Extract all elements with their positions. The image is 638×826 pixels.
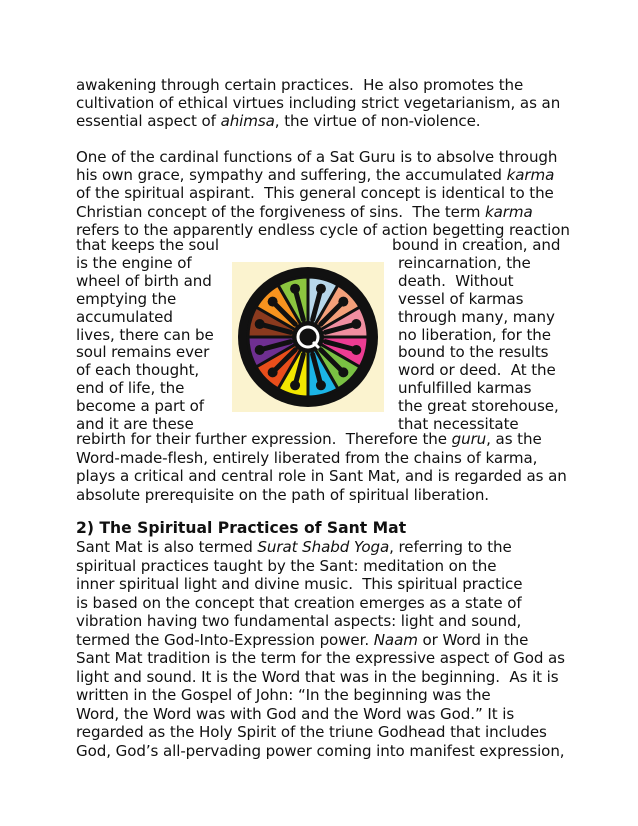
text-line-right: vessel of karmas bbox=[398, 289, 524, 308]
text-line-left: soul remains ever bbox=[76, 343, 210, 362]
text-line-right: that necessitate bbox=[398, 415, 519, 433]
spoke-tip bbox=[255, 345, 265, 355]
text-line: written in the Gospel of John: “In the beginning was the bbox=[76, 686, 491, 704]
wheel-figure bbox=[232, 262, 384, 412]
text-line-left: accumulated bbox=[76, 307, 173, 326]
text-line: vibration having two fundamental aspects: light and sound, bbox=[76, 612, 522, 630]
text-line: light and sound. It is the Word that was in the beginning. As it is bbox=[76, 667, 559, 686]
text-line: Christian concept of the forgiveness of sins. The term karma bbox=[76, 202, 533, 221]
text-line: is based on the concept that creation emerges as a state of bbox=[76, 593, 522, 612]
text-line-left: end of life, the bbox=[76, 379, 185, 398]
italic-term: karma bbox=[506, 166, 555, 185]
text-line: One of the cardinal functions of a Sat Guru is to absolve through bbox=[76, 148, 558, 166]
spoke-tip bbox=[338, 367, 348, 377]
text-line: awakening through certain practices. He also promotes the bbox=[76, 76, 524, 94]
text-line: Word-made-flesh, entirely liberated from the chains of karma, bbox=[76, 448, 538, 467]
text-line: inner spiritual light and divine music. This spiritual practice bbox=[76, 575, 523, 593]
text-line-right: death. Without bbox=[398, 271, 514, 290]
spoke-tip bbox=[316, 284, 326, 294]
spoke-tip bbox=[316, 380, 326, 390]
text-line-right: the great storehouse, bbox=[398, 397, 559, 416]
text-line: absolute prerequisite on the path of spiritual liberation. bbox=[76, 485, 490, 504]
text-line: cultivation of ethical virtues including strict vegetarianism, as an bbox=[76, 94, 561, 113]
text-line-right: bound in creation, and bbox=[392, 236, 561, 254]
text-line-left: of each thought, bbox=[76, 361, 200, 380]
text-line-right: reincarnation, the bbox=[398, 253, 531, 272]
text-line: spiritual practices taught by the Sant: meditation on the bbox=[76, 556, 497, 575]
text-line-left: is the engine of bbox=[76, 253, 192, 272]
text-line: Word, the Word was with God and the Word was God.” It is bbox=[76, 704, 515, 723]
text-line: Sant Mat is also termed Surat Shabd Yoga, referring to the bbox=[76, 538, 512, 556]
text-line: God, God’s all-pervading power coming into manifest expression, bbox=[76, 741, 565, 760]
text-line: termed the God-Into-Expression power. Naam or Word in the bbox=[76, 630, 529, 649]
text-line-left: wheel of birth and bbox=[76, 271, 212, 290]
text-line-right: through many, many bbox=[398, 307, 555, 326]
text-line: his own grace, sympathy and suffering, the accumulated karma bbox=[76, 166, 555, 185]
spoke-tip bbox=[255, 319, 265, 329]
text-line-left: emptying the bbox=[76, 289, 177, 308]
spoke-tip bbox=[351, 345, 361, 355]
spoke-tip bbox=[351, 319, 361, 329]
spoke-tip bbox=[268, 367, 278, 377]
text-line-right: bound to the results bbox=[398, 343, 549, 362]
italic-term: karma bbox=[485, 202, 533, 221]
text-line: rebirth for their further expression. Therefore the guru, as the bbox=[76, 430, 542, 448]
spoke-tip bbox=[290, 380, 300, 390]
text-line: refers to the apparently endless cycle of action begetting reaction bbox=[76, 220, 570, 239]
spoke-tip bbox=[338, 297, 348, 307]
text-line-right: no liberation, for the bbox=[398, 325, 551, 344]
dharma-wheel-icon bbox=[232, 262, 384, 412]
text-line-right: unfulfilled karmas bbox=[398, 379, 532, 398]
text-line-left: and it are these bbox=[76, 415, 194, 433]
italic-term: Surat Shabd Yoga bbox=[257, 538, 390, 556]
text-line: Sant Mat tradition is the term for the expressive aspect of God as bbox=[76, 649, 565, 667]
text-line: essential aspect of ahimsa, the virtue of non-violence. bbox=[76, 112, 481, 131]
text-line-left: lives, there can be bbox=[76, 325, 214, 344]
text-line: regarded as the Holy Spirit of the triune Godhead that includes bbox=[76, 723, 547, 741]
text-line: plays a critical and central role in Sant Mat, and is regarded as an bbox=[76, 467, 567, 485]
spoke-tip bbox=[268, 297, 278, 307]
italic-term: guru bbox=[451, 430, 487, 448]
text-line-left: become a part of bbox=[76, 397, 204, 416]
text-line-right: word or deed. At the bbox=[398, 361, 556, 380]
text-line: of the spiritual aspirant. This general concept is identical to the bbox=[76, 184, 554, 203]
italic-term: Naam bbox=[373, 630, 418, 649]
section-heading: 2) The Spiritual Practices of Sant Mat bbox=[76, 519, 407, 537]
text-line-left: that keeps the soul bbox=[76, 236, 219, 254]
spoke-tip bbox=[290, 284, 300, 294]
italic-term: ahimsa bbox=[220, 112, 275, 131]
